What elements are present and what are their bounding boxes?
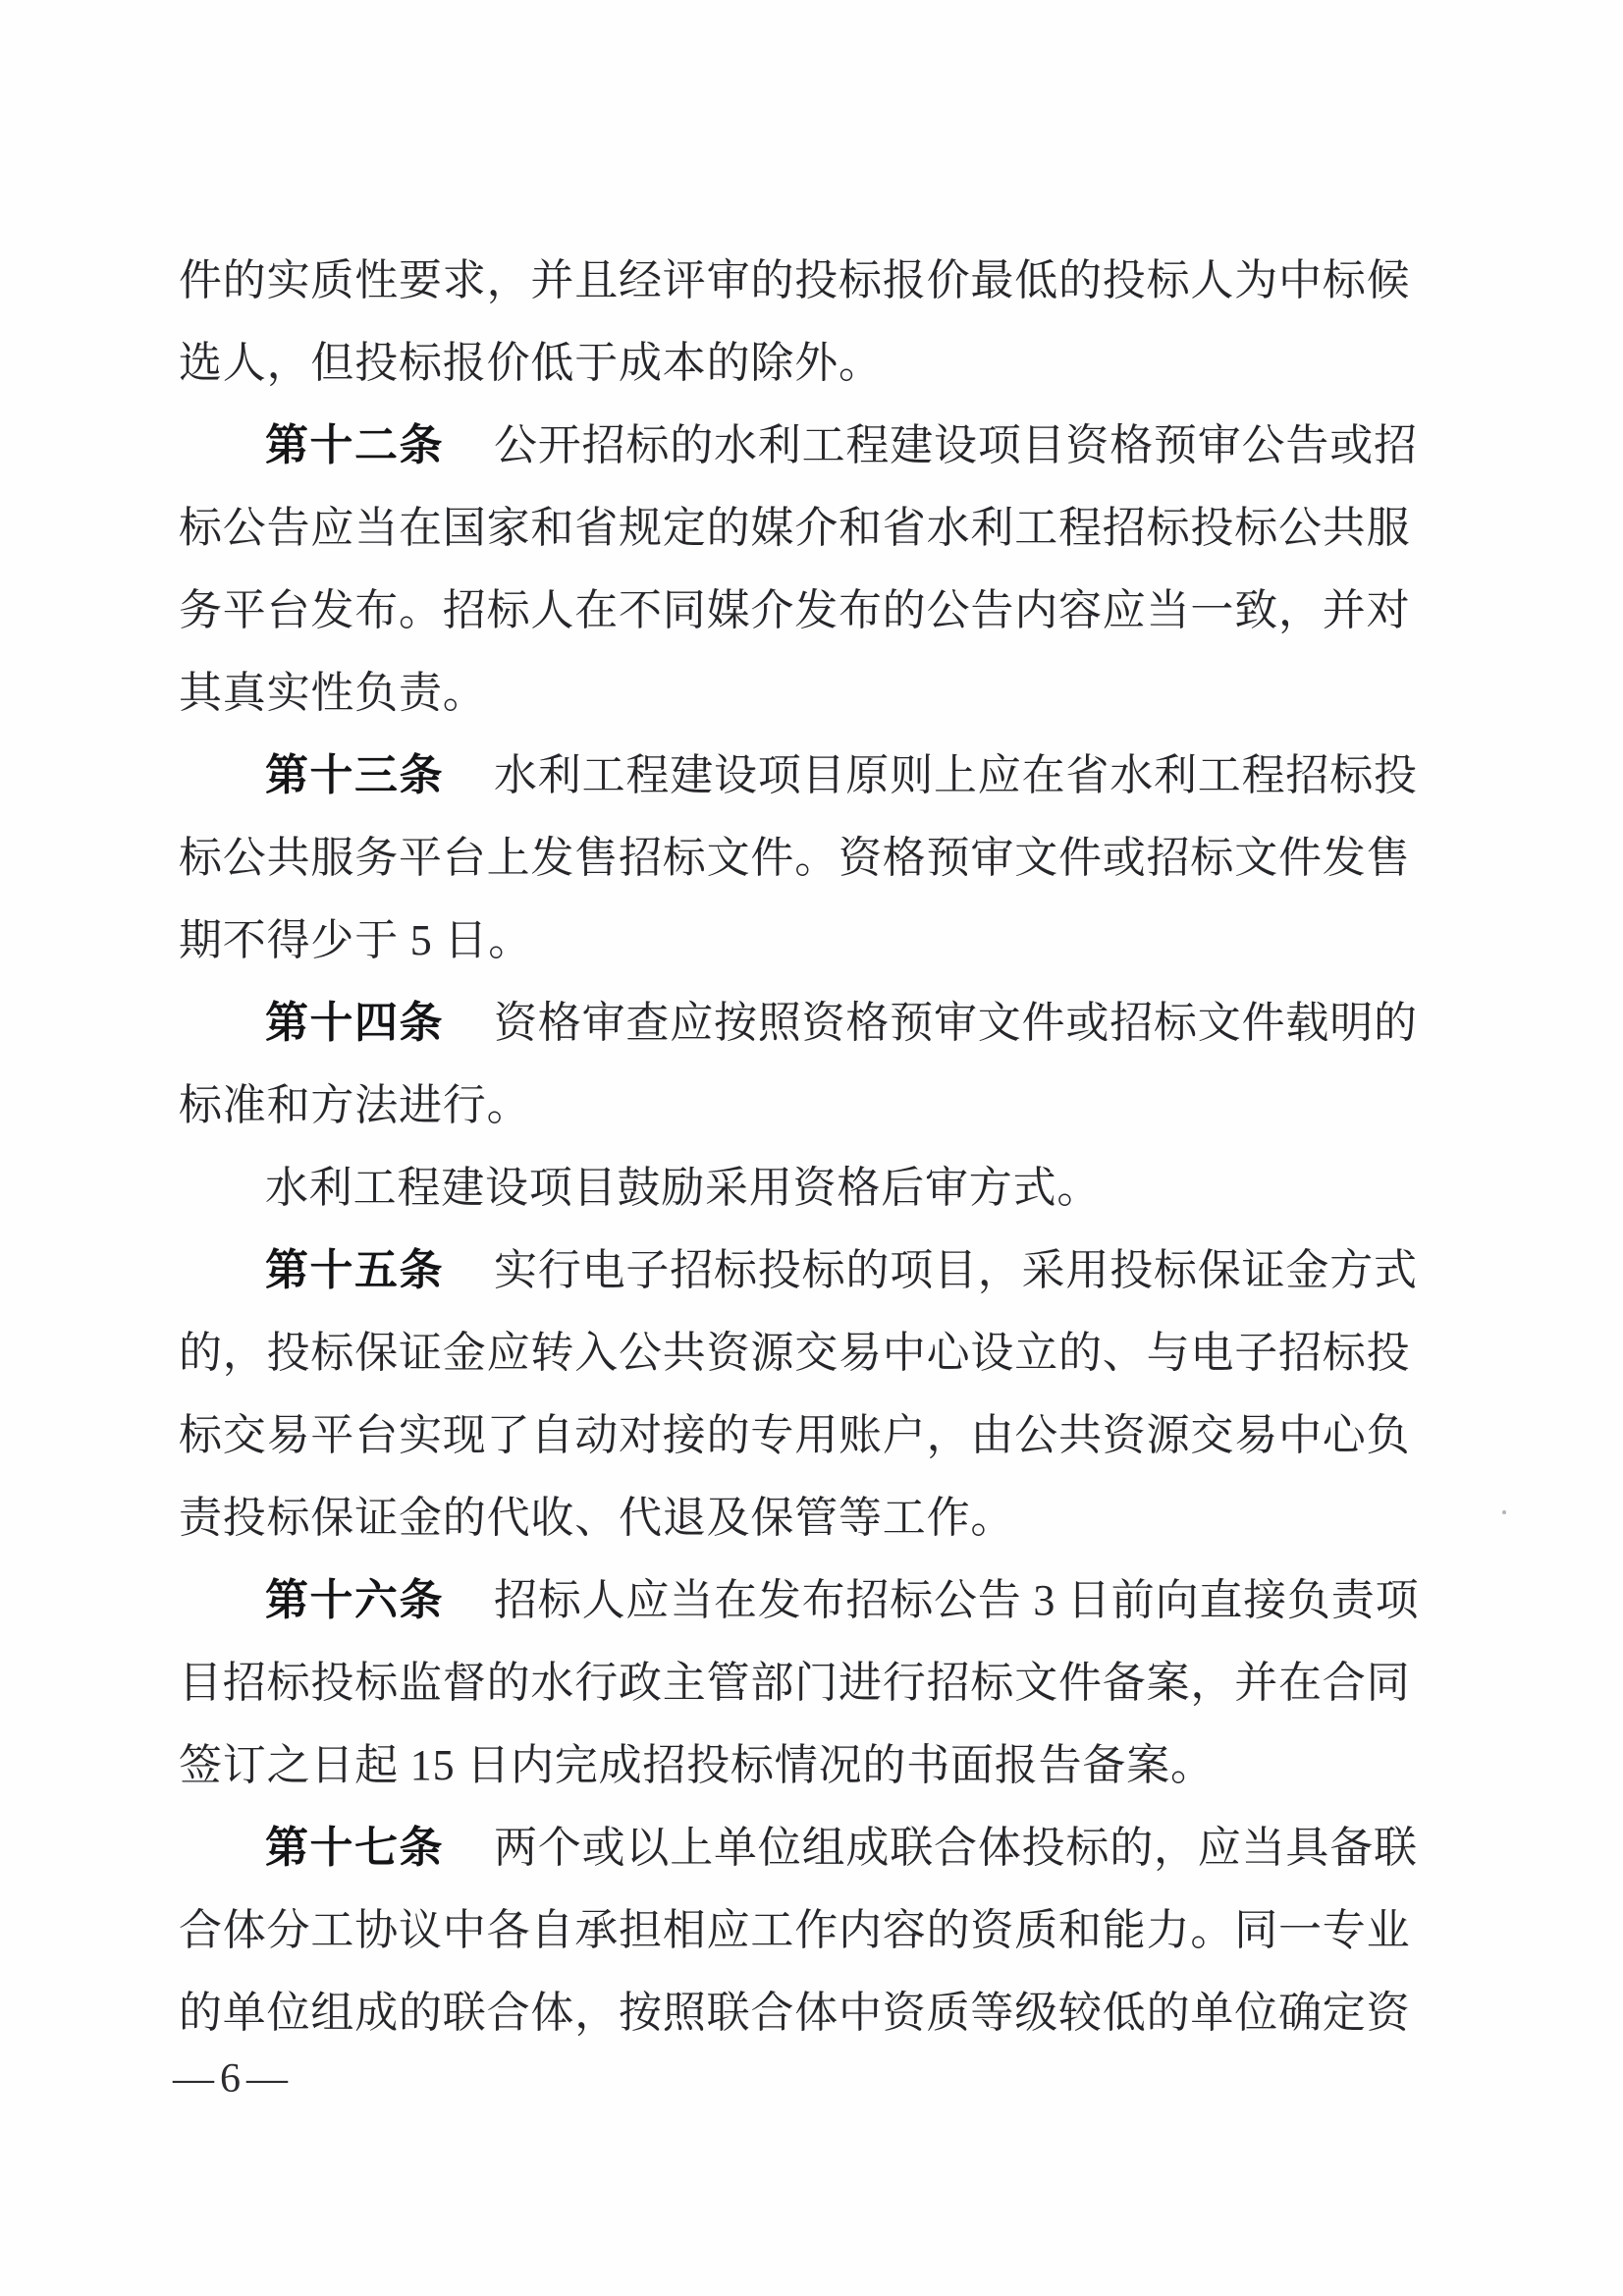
scan-speck bbox=[1502, 1510, 1506, 1514]
text-line bbox=[179, 588, 1410, 637]
text-line bbox=[179, 918, 532, 967]
text-line bbox=[265, 1001, 1418, 1050]
text-line bbox=[179, 1083, 530, 1132]
line-text: 期不得少于 5 日。 bbox=[179, 916, 532, 964]
text-line bbox=[265, 423, 1418, 472]
line-text: 的，投标保证金应转入公共资源交易中心设立的、与电子招标投 bbox=[179, 1329, 1411, 1377]
line-text: 合体分工协议中各自承担相应工作内容的资质和能力。同一专业 bbox=[179, 1906, 1411, 1954]
line-text: 实行电子招标投标的项目，采用投标保证金方式 bbox=[494, 1246, 1418, 1294]
line-text: 资格审查应按照资格预审文件或招标文件载明的 bbox=[494, 999, 1418, 1047]
text-line bbox=[179, 1991, 1410, 2040]
line-text: 标准和方法进行。 bbox=[179, 1081, 531, 1129]
line-text: 标公共服务平台上发售招标文件。资格预审文件或招标文件发售 bbox=[179, 834, 1411, 882]
text-line bbox=[265, 1166, 1101, 1215]
line-text: 选人，但投标报价低于成本的除外。 bbox=[179, 339, 883, 387]
line-text: 责投标保证金的代收、代退及保管等工作。 bbox=[179, 1494, 1015, 1542]
text-line bbox=[179, 506, 1410, 555]
line-text: 公开招标的水利工程建设项目资格预审公告或招 bbox=[494, 421, 1418, 469]
article-number: 第十四条 bbox=[265, 999, 444, 1047]
article-number: 第十六条 bbox=[265, 1576, 444, 1624]
text-line bbox=[179, 1743, 1215, 1792]
text-line bbox=[179, 671, 487, 720]
line-text: 标公告应当在国家和省规定的媒介和省水利工程招标投标公共服 bbox=[179, 504, 1411, 552]
line-text: 招标人应当在发布招标公告 3 日前向直接负责项 bbox=[494, 1576, 1420, 1624]
article-number: 第十五条 bbox=[265, 1246, 444, 1294]
text-line bbox=[265, 1578, 1419, 1627]
text-line bbox=[179, 258, 1410, 307]
line-text: 目招标投标监督的水行政主管部门进行招标文件备案，并在合同 bbox=[179, 1659, 1411, 1707]
line-text: 的单位组成的联合体，按照联合体中资质等级较低的单位确定资 bbox=[179, 1989, 1411, 2037]
line-text: 务平台发布。招标人在不同媒介发布的公告内容应当一致，并对 bbox=[179, 586, 1411, 634]
text-line bbox=[179, 1496, 1014, 1545]
article-number: 第十七条 bbox=[265, 1824, 444, 1872]
text-line bbox=[265, 1826, 1418, 1875]
line-text: 其真实性负责。 bbox=[179, 669, 487, 717]
line-text: 件的实质性要求，并且经评审的投标报价最低的投标人为中标候 bbox=[179, 256, 1411, 304]
line-text: 两个或以上单位组成联合体投标的，应当具备联 bbox=[494, 1824, 1418, 1872]
article-number: 第十二条 bbox=[265, 421, 444, 469]
text-line bbox=[179, 1413, 1410, 1462]
line-text: 签订之日起 15 日内完成招投标情况的书面报告备案。 bbox=[179, 1741, 1215, 1789]
article-number: 第十三条 bbox=[265, 751, 444, 799]
line-text: 水利工程建设项目鼓励采用资格后审方式。 bbox=[265, 1164, 1102, 1212]
text-line bbox=[179, 1908, 1410, 1957]
text-line bbox=[179, 1331, 1410, 1380]
text-line bbox=[179, 836, 1410, 885]
text-line bbox=[179, 341, 883, 390]
text-line bbox=[179, 1661, 1410, 1710]
page-number: —6— bbox=[173, 2056, 294, 2102]
line-text: 标交易平台实现了自动对接的专用账户，由公共资源交易中心负 bbox=[179, 1411, 1411, 1459]
line-text: 水利工程建设项目原则上应在省水利工程招标投 bbox=[494, 751, 1418, 799]
text-line bbox=[265, 1248, 1418, 1297]
text-line bbox=[265, 753, 1418, 802]
